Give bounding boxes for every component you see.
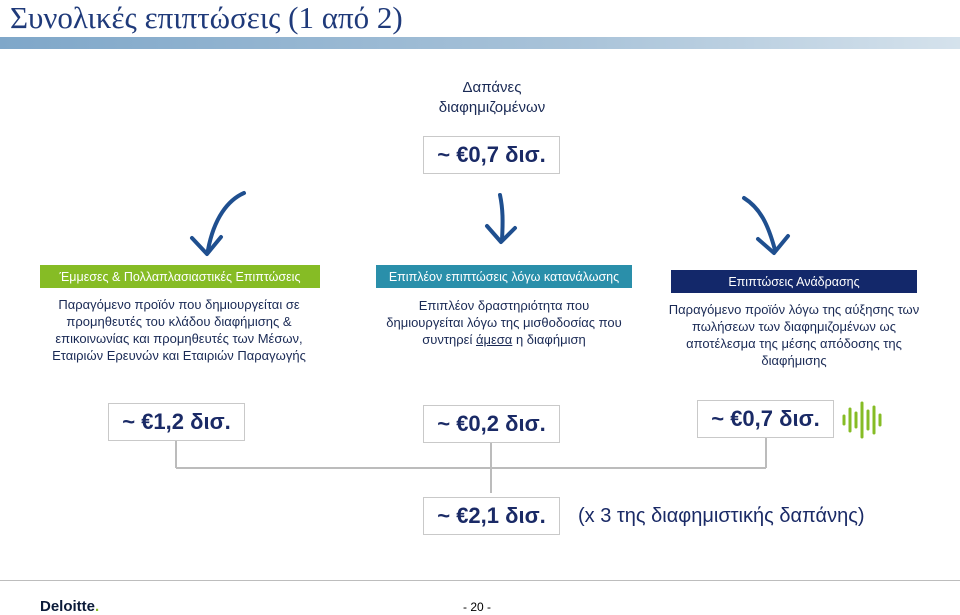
description-line: Εταιριών Ερευνών και Εταιριών Παραγωγής bbox=[52, 348, 306, 363]
description-line: διαφήμισης bbox=[761, 353, 827, 368]
total-multiplier-note: (x 3 της διαφημιστικής δαπάνης) bbox=[578, 505, 865, 527]
ad-spend-label-line2: διαφημιζομένων bbox=[438, 99, 546, 116]
ad-spend-label-line1: Δαπάνες bbox=[462, 79, 522, 96]
description-line: Παραγόμενο προϊόν που δημιουργείται σε bbox=[58, 297, 300, 312]
description-text: συντηρεί bbox=[422, 332, 476, 347]
logo-text: Deloitte bbox=[40, 598, 96, 615]
description-line: επικοινωνίας και προμηθευτές των Μέσων, bbox=[55, 331, 303, 346]
feedback-effects-header: Επιπτώσεις Ανάδρασης bbox=[671, 270, 917, 293]
indirect-effects-header: Έμμεσες & Πολλαπλασιαστικές Επιπτώσεις bbox=[40, 265, 320, 288]
description-line: Επιπλέον δραστηριότητα που bbox=[418, 298, 590, 313]
page-number: - 20 - bbox=[463, 600, 492, 614]
description-text: η διαφήμιση bbox=[512, 332, 586, 347]
total-effects-value: ~ €2,1 δισ. bbox=[423, 497, 560, 535]
ad-spend-value: ~ €0,7 δισ. bbox=[423, 136, 560, 174]
page-title: Συνολικές επιπτώσεις (1 από 2) bbox=[10, 0, 403, 35]
deloitte-logo bbox=[40, 598, 99, 615]
indirect-effects-value: ~ €1,2 δισ. bbox=[108, 403, 245, 441]
description-line: Παραγόμενο προϊόν λόγω της αύξησης των bbox=[668, 302, 920, 317]
description-line: προμηθευτές του κλάδου διαφήμισης & bbox=[66, 314, 292, 329]
consumption-effects-value: ~ €0,2 δισ. bbox=[423, 405, 560, 443]
footer-divider bbox=[0, 580, 960, 581]
logo-dot: . bbox=[95, 598, 100, 615]
feedback-effects-value: ~ €0,7 δισ. bbox=[697, 400, 834, 438]
description-line: δημιουργείται λόγω της μισθοδοσίας που bbox=[386, 315, 622, 330]
consumption-effects-header: Επιπλέον επιπτώσεις λόγω κατανάλωσης bbox=[376, 265, 632, 288]
description-line: αποτέλεσμα της μέσης απόδοσης της bbox=[686, 336, 902, 351]
description-line: πωλήσεων των διαφημιζομένων ως bbox=[692, 319, 896, 334]
underlined-word: άμεσα bbox=[475, 332, 513, 347]
